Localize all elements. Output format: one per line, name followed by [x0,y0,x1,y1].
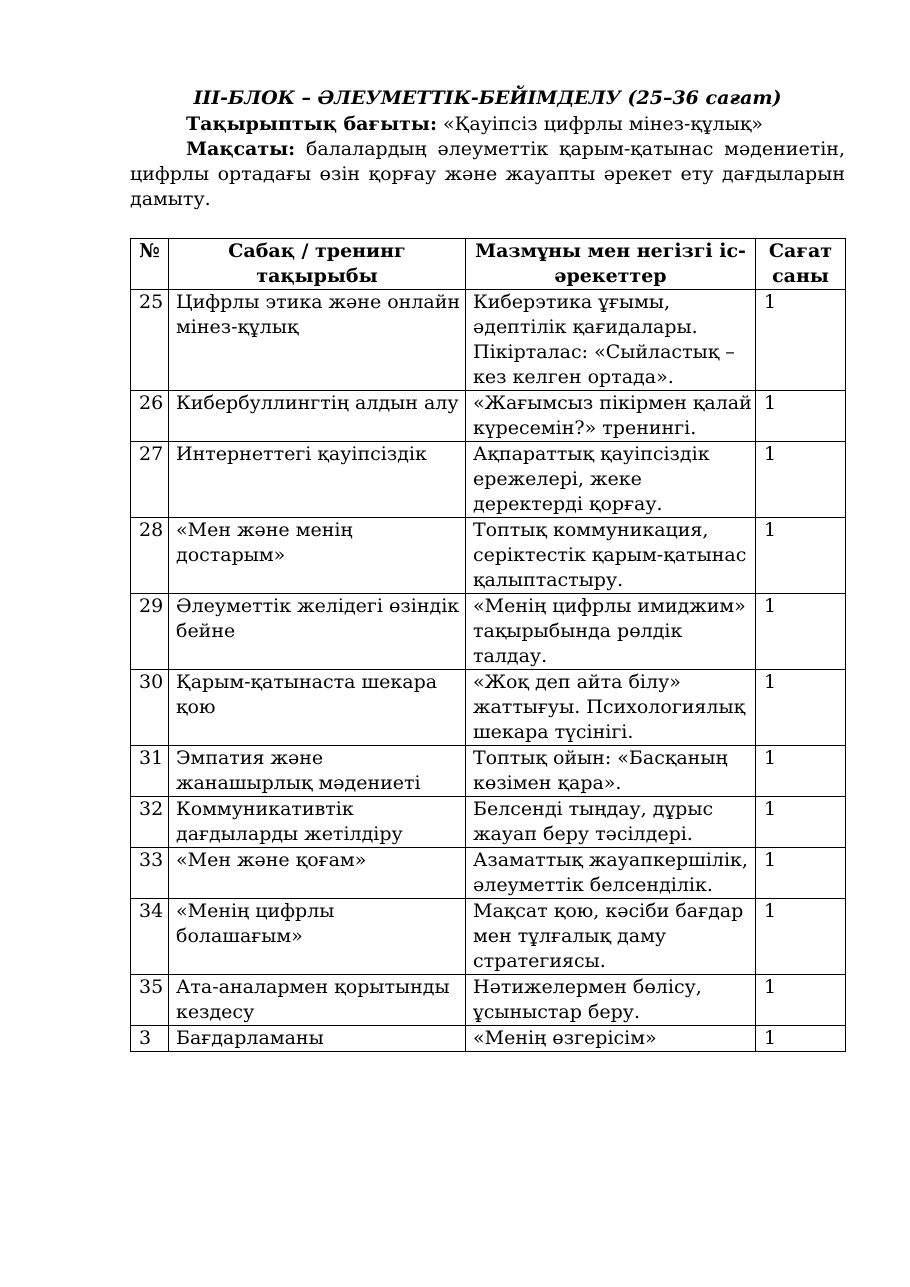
row-content: «Менің өзгерісім» [466,1026,756,1052]
row-number: 31 [131,746,169,797]
row-content: Мақсат қою, кәсіби бағдар мен тұлғалық даму стратегиясы. [466,899,756,975]
row-content: «Жағымсыз пікірмен қалай күресемін?» тренингі. [466,391,756,442]
row-content: Азаматтық жауапкершілік, әлеуметтік белсенділік. [466,848,756,899]
header-hours: Сағат саны [756,239,846,290]
row-number: 33 [131,848,169,899]
header-number: № [131,239,169,290]
table-header-row [131,239,846,290]
row-number: 34 [131,899,169,975]
table-row [131,746,846,797]
row-content: «Жоқ деп айта білу» жаттығуы. Психологиялық шекара түсінігі. [466,670,756,746]
direction-paragraph [130,112,845,137]
row-content: Топтық коммуникация, серіктестік қарым-қатынас қалыптастыру. [466,518,756,594]
table-row [131,848,846,899]
direction-text: «Қауіпсіз цифрлы мінез-құлық» [436,113,763,135]
row-hours: 1 [756,899,846,975]
row-hours: 1 [756,442,846,518]
row-hours: 1 [756,518,846,594]
row-number: 25 [131,290,169,391]
row-topic: Қарым-қатынаста шекара қою [169,670,466,746]
block-title: ІІІ-БЛОК – ӘЛЕУМЕТТІК-БЕЙІМДЕЛУ (25–36 сағат) [193,87,782,109]
row-number: 26 [131,391,169,442]
row-content: Ақпараттық қауіпсіздік ережелері, жеке деректерді қорғау. [466,442,756,518]
row-topic: «Мен және қоғам» [169,848,466,899]
table-row [131,442,846,518]
row-number: 35 [131,975,169,1026]
row-hours: 1 [756,670,846,746]
row-hours: 1 [756,594,846,670]
row-hours: 1 [756,391,846,442]
table-row [131,797,846,848]
row-number: 27 [131,442,169,518]
table-row [131,518,846,594]
row-topic: Әлеуметтік желідегі өзіндік бейне [169,594,466,670]
row-topic: Ата-аналармен қорытынды кездесу [169,975,466,1026]
row-hours: 1 [756,290,846,391]
table-row [131,975,846,1026]
row-content: «Менің цифрлы имиджим» тақырыбында рөлдік талдау. [466,594,756,670]
row-number: 32 [131,797,169,848]
row-number: 28 [131,518,169,594]
row-content: Топтық ойын: «Басқаның көзімен қара». [466,746,756,797]
header-content: Мазмұны мен негізгі іс-әрекеттер [466,239,756,290]
row-number: 29 [131,594,169,670]
row-topic: Интернеттегі қауіпсіздік [169,442,466,518]
document-page [130,84,845,1052]
goal-text: балалардың әлеуметтік қарым-қатынас мәдениетін, цифрлы ортадағы өзін қорғау және жауапты әрекет ету дағдыларын дамыту. [130,138,845,210]
goal-label: Мақсаты: [186,138,296,160]
row-topic: Бағдарламаны [169,1026,466,1052]
row-topic: «Мен және менің достарым» [169,518,466,594]
lesson-table [130,238,846,1052]
row-hours: 1 [756,1026,846,1052]
row-hours: 1 [756,746,846,797]
row-content: Нәтижелермен бөлісу, ұсыныстар беру. [466,975,756,1026]
row-content: Киберэтика ұғымы, әдептілік қағидалары. Пікірталас: «Сыйластық – кез келген ортада». [466,290,756,391]
row-topic: Кибербуллингтің алдын алу [169,391,466,442]
header-topic: Сабақ / тренинг тақырыбы [169,239,466,290]
table-row [131,670,846,746]
row-topic: Эмпатия және жанашырлық мәдениеті [169,746,466,797]
table-row [131,1026,846,1052]
row-hours: 1 [756,797,846,848]
goal-paragraph [130,137,845,212]
row-hours: 1 [756,975,846,1026]
row-topic: Цифрлы этика және онлайн мінез-құлық [169,290,466,391]
table-row [131,899,846,975]
row-number: 3 [131,1026,169,1052]
table-row [131,594,846,670]
row-topic: «Менің цифрлы болашағым» [169,899,466,975]
table-row [131,391,846,442]
direction-label: Тақырыптық бағыты: [186,113,437,135]
row-topic: Коммуникативтік дағдыларды жетілдіру [169,797,466,848]
row-hours: 1 [756,848,846,899]
row-content: Белсенді тыңдау, дұрыс жауап беру тәсілдері. [466,797,756,848]
table-row [131,290,846,391]
row-number: 30 [131,670,169,746]
